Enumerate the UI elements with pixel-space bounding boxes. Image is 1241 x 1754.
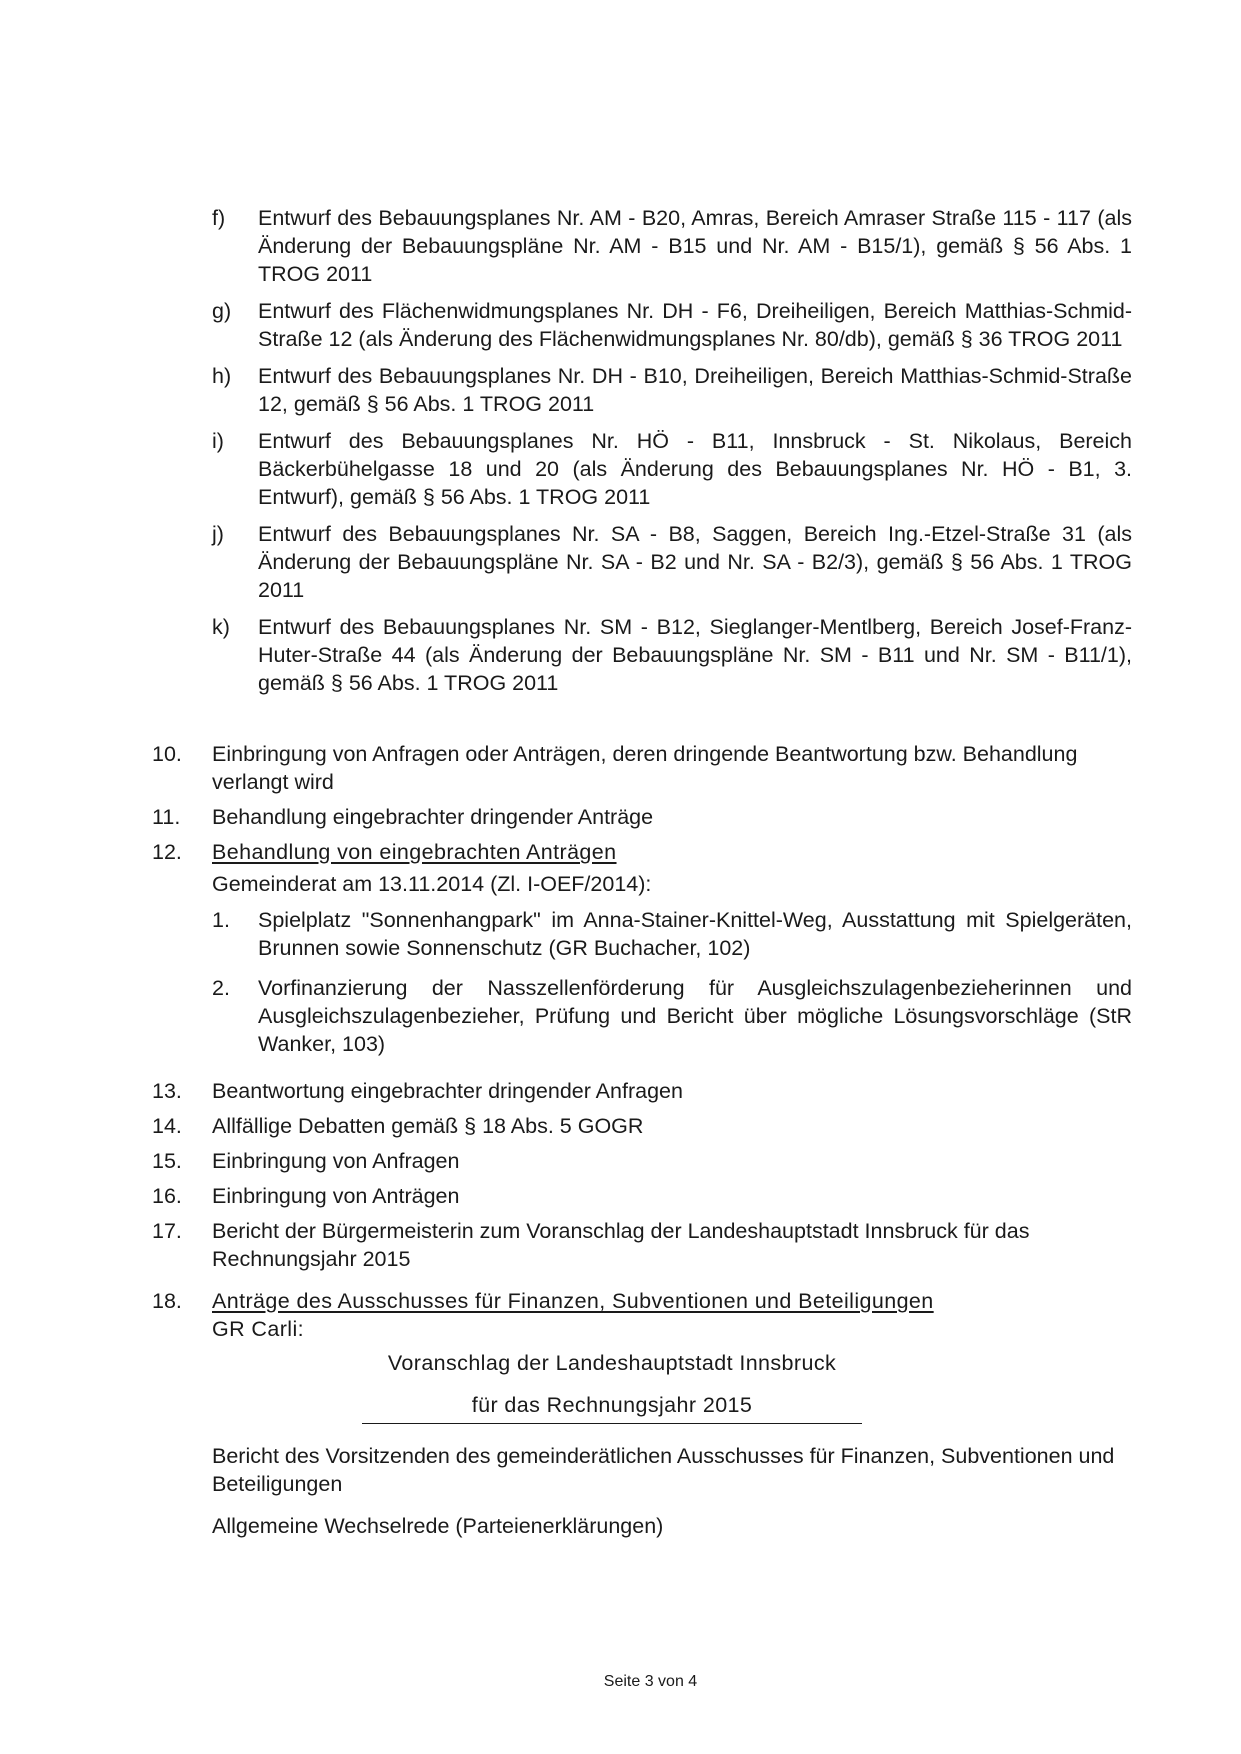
list-item [212, 427, 1132, 511]
debate-line: Allgemeine Wechselrede (Parteienerklärungen) [212, 1514, 664, 1538]
agenda-item-16 [152, 1182, 1132, 1210]
item-number: 15. [152, 1149, 182, 1173]
item-number: 16. [152, 1184, 182, 1208]
agenda-list [152, 740, 1132, 1561]
list-item [212, 297, 1132, 353]
item-text: Entwurf des Bebauungsplanes Nr. AM - B20, Amras, Bereich Amraser Straße 115 - 117 (als Änderung der Bebauungspläne Nr. AM - B15 und Nr. AM - B15/1), gemäß § 56 Abs. 1 TROG 2011 [258, 206, 1132, 286]
item-text: Vorfinanzierung der Nasszellenförderung für Ausgleichszulagenbezieherinnen und Ausgleichszulagenbezieher, Prüfung und Bericht über mögliche Lösungsvorschläge (StR Wanker, 103) [258, 976, 1132, 1056]
budget-title-block [152, 1349, 1072, 1424]
item-text: Allfällige Debatten gemäß § 18 Abs. 5 GOGR [212, 1114, 644, 1138]
speaker-line: GR Carli: [212, 1317, 304, 1341]
item-number: 2. [212, 976, 230, 1000]
item-label: f) [212, 206, 226, 230]
item-number: 11. [152, 805, 181, 829]
list-item [212, 362, 1132, 418]
item-label: j) [212, 522, 224, 546]
item-text: Bericht der Bürgermeisterin zum Voranschlag der Landeshauptstadt Innsbruck für das Rechnungsjahr 2015 [212, 1219, 1030, 1271]
item-label: g) [212, 299, 232, 323]
page-footer: Seite 3 von 4 [603, 1673, 698, 1690]
item-number: 1. [212, 908, 230, 932]
item-text: Spielplatz "Sonnenhangpark" im Anna-Stainer-Knittel-Weg, Ausstattung mit Spielgeräten, Brunnen sowie Sonnenschutz (GR Buchacher, 102) [258, 908, 1132, 960]
list-item [212, 204, 1132, 288]
motion-list [212, 906, 1132, 1058]
report-line: Bericht des Vorsitzenden des gemeinderätlichen Ausschusses für Finanzen, Subventionen und Beteiligungen [212, 1444, 1115, 1496]
sub-item-list [212, 204, 1132, 706]
item-number: 12. [152, 840, 182, 864]
item-number: 10. [152, 742, 182, 766]
agenda-item-17 [152, 1217, 1132, 1273]
agenda-item-13 [152, 1077, 1132, 1105]
list-item [212, 520, 1132, 604]
item-text: Entwurf des Bebauungsplanes Nr. SA - B8, Saggen, Bereich Ing.-Etzel-Straße 31 (als Änderung der Bebauungspläne Nr. SA - B2 und Nr. SA - B2/3), gemäß § 56 Abs. 1 TROG 2011 [258, 522, 1132, 602]
item-text: Entwurf des Bebauungsplanes Nr. HÖ - B11, Innsbruck - St. Nikolaus, Bereich Bäckerbühelgasse 18 und 20 (als Änderung des Bebauungsplanes Nr. HÖ - B1, 3. Entwurf), gemäß § 56 Abs. 1 TROG 2011 [258, 429, 1132, 509]
agenda-item-15 [152, 1147, 1132, 1175]
agenda-item-14 [152, 1112, 1132, 1140]
item-number: 13. [152, 1079, 182, 1103]
item-number: 18. [152, 1289, 182, 1313]
agenda-item-10 [152, 740, 1132, 796]
agenda-item-11 [152, 803, 1132, 831]
session-line: Gemeinderat am 13.11.2014 (Zl. I-OEF/2014): [212, 872, 652, 896]
item-text: Einbringung von Anträgen [212, 1184, 460, 1208]
item-label: i) [212, 429, 224, 453]
item-heading: Behandlung von eingebrachten Anträgen [212, 840, 617, 864]
item-text: Beantwortung eingebrachter dringender Anfragen [212, 1079, 683, 1103]
item-label: k) [212, 615, 230, 639]
item-number: 14. [152, 1114, 182, 1138]
item-text: Behandlung eingebrachter dringender Anträge [212, 805, 654, 829]
list-item [212, 906, 1132, 962]
budget-year: für das Rechnungsjahr 2015 [362, 1391, 863, 1424]
agenda-item-18 [152, 1287, 1132, 1554]
list-item [212, 613, 1132, 697]
item-text: Entwurf des Bebauungsplanes Nr. DH - B10, Dreiheiligen, Bereich Matthias-Schmid-Straße 12, gemäß § 56 Abs. 1 TROG 2011 [258, 364, 1132, 416]
item-text: Entwurf des Bebauungsplanes Nr. SM - B12, Sieglanger-Mentlberg, Bereich Josef-Franz-Huter-Straße 44 (als Änderung der Bebauungspläne Nr. SM - B11 und Nr. SM - B11/1), gemäß § 56 Abs. 1 TROG 2011 [258, 615, 1132, 695]
item-text: Einbringung von Anfragen oder Anträgen, deren dringende Beantwortung bzw. Behandlung verlangt wird [212, 742, 1078, 794]
list-item [212, 974, 1132, 1058]
agenda-item-12 [152, 838, 1132, 1070]
item-number: 17. [152, 1219, 182, 1243]
item-label: h) [212, 364, 232, 388]
item-text: Einbringung von Anfragen [212, 1149, 460, 1173]
item-text: Entwurf des Flächenwidmungsplanes Nr. DH - F6, Dreiheiligen, Bereich Matthias-Schmid-Straße 12 (als Änderung des Flächenwidmungsplanes Nr. 80/db), gemäß § 36 TROG 2011 [258, 299, 1132, 351]
budget-title: Voranschlag der Landeshauptstadt Innsbruck [387, 1351, 837, 1375]
item-heading: Anträge des Ausschusses für Finanzen, Subventionen und Beteiligungen [212, 1289, 934, 1313]
